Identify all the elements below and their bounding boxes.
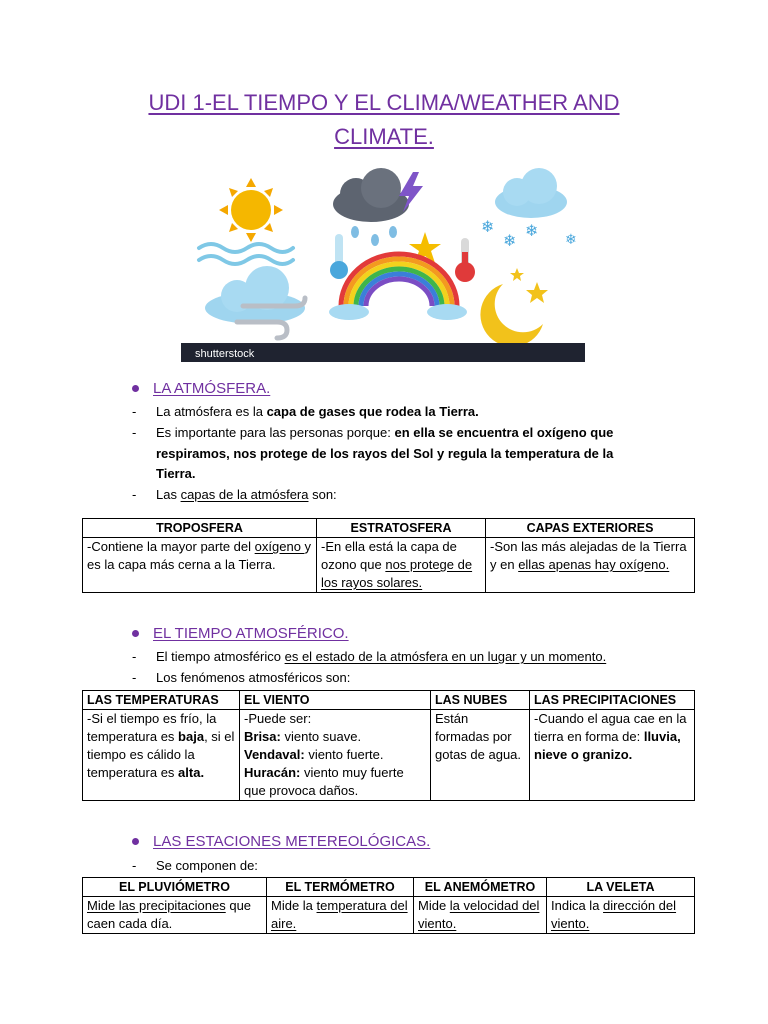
table-cell: -En ella está la capa de ozono que nos protege de los rayos solares. (317, 538, 486, 593)
section-atmosfera-heading: LA ATMÓSFERA. (132, 380, 270, 397)
table-cell: Mide la velocidad del viento. (414, 897, 547, 934)
table-cell: Mide la temperatura del aire. (267, 897, 414, 934)
svg-text:❄: ❄ (525, 221, 539, 240)
svg-text:❄: ❄ (503, 231, 517, 250)
section-tiempo-heading: EL TIEMPO ATMOSFÉRICO. (132, 625, 349, 642)
layers-table: TROPOSFERA ESTRATOSFERA CAPAS EXTERIORES -Contiene la mayor parte del oxígeno y es la capa más cerna a la Tierra. -En ella está la capa de ozono que nos protege de los rayos solares. -Son las más alejadas de la Tierra y en ellas apenas hay oxígeno. (82, 518, 695, 593)
bullet-icon (132, 838, 139, 845)
table-cell: -Puede ser: Brisa: viento suave. Vendaval: viento fuerte. Huracán: viento muy fuerte que provoca daños. (240, 710, 431, 801)
title-line-2: CLIMATE. (334, 124, 434, 149)
table-cell: -Cuando el agua cae en la tierra en forma de: lluvia, nieve o granizo. (530, 710, 695, 801)
table-cell: -Son las más alejadas de la Tierra y en ellas apenas hay oxígeno. (486, 538, 695, 593)
snow-cloud-icon (481, 168, 577, 250)
thermometer-cold-icon (330, 234, 348, 279)
watermark-text: shutterstock (195, 348, 255, 360)
svg-text:❄: ❄ (481, 217, 495, 236)
phenomena-table: LAS TEMPERATURAS EL VIENTO LAS NUBES LAS PRECIPITACIONES -Si el tiempo es frío, la temperatura es baja, si el tiempo es cálido la temperatura es alta. -Puede ser: Brisa: viento suave. Vendaval: viento fuerte. Huracán: viento muy fuerte que provoca daños. Están formadas por gotas de agua. -Cuando el agua cae en la tierra en forma de: lluvia, nieve o granizo. (82, 690, 695, 801)
wind-icon (199, 244, 293, 264)
svg-text:❄: ❄ (565, 232, 577, 248)
windy-cloud-icon (205, 266, 305, 338)
thermometer-hot-icon (455, 238, 475, 282)
table-cell: -Contiene la mayor parte del oxígeno y es la capa más cerna a la Tierra. (83, 538, 317, 593)
section-estaciones-heading: LAS ESTACIONES METEREOLÓGICAS. (132, 833, 430, 850)
storm-cloud-icon (333, 168, 423, 246)
table-cell: Están formadas por gotas de agua. (431, 710, 530, 801)
instruments-table: EL PLUVIÓMETRO EL TERMÓMETRO EL ANEMÓMETRO LA VELETA Mide las precipitaciones que caen cada día. Mide la temperatura del aire. Mide la velocidad del viento. Indica la dirección del viento. (82, 877, 695, 934)
table-cell: Indica la dirección del viento. (547, 897, 695, 934)
table-cell: -Si el tiempo es frío, la temperatura es baja, si el tiempo es cálido la temperatura es alta. (83, 710, 240, 801)
weather-icons-image (181, 166, 585, 362)
rainbow-icon (329, 254, 467, 320)
bullet-icon (132, 385, 139, 392)
sun-icon (219, 178, 283, 242)
title-line-1: UDI 1-EL TIEMPO Y EL CLIMA/WEATHER AND (148, 90, 620, 115)
moon-stars-icon (480, 268, 548, 347)
table-cell: Mide las precipitaciones que caen cada día. (83, 897, 267, 934)
page-title (0, 86, 768, 154)
bullet-icon (132, 630, 139, 637)
